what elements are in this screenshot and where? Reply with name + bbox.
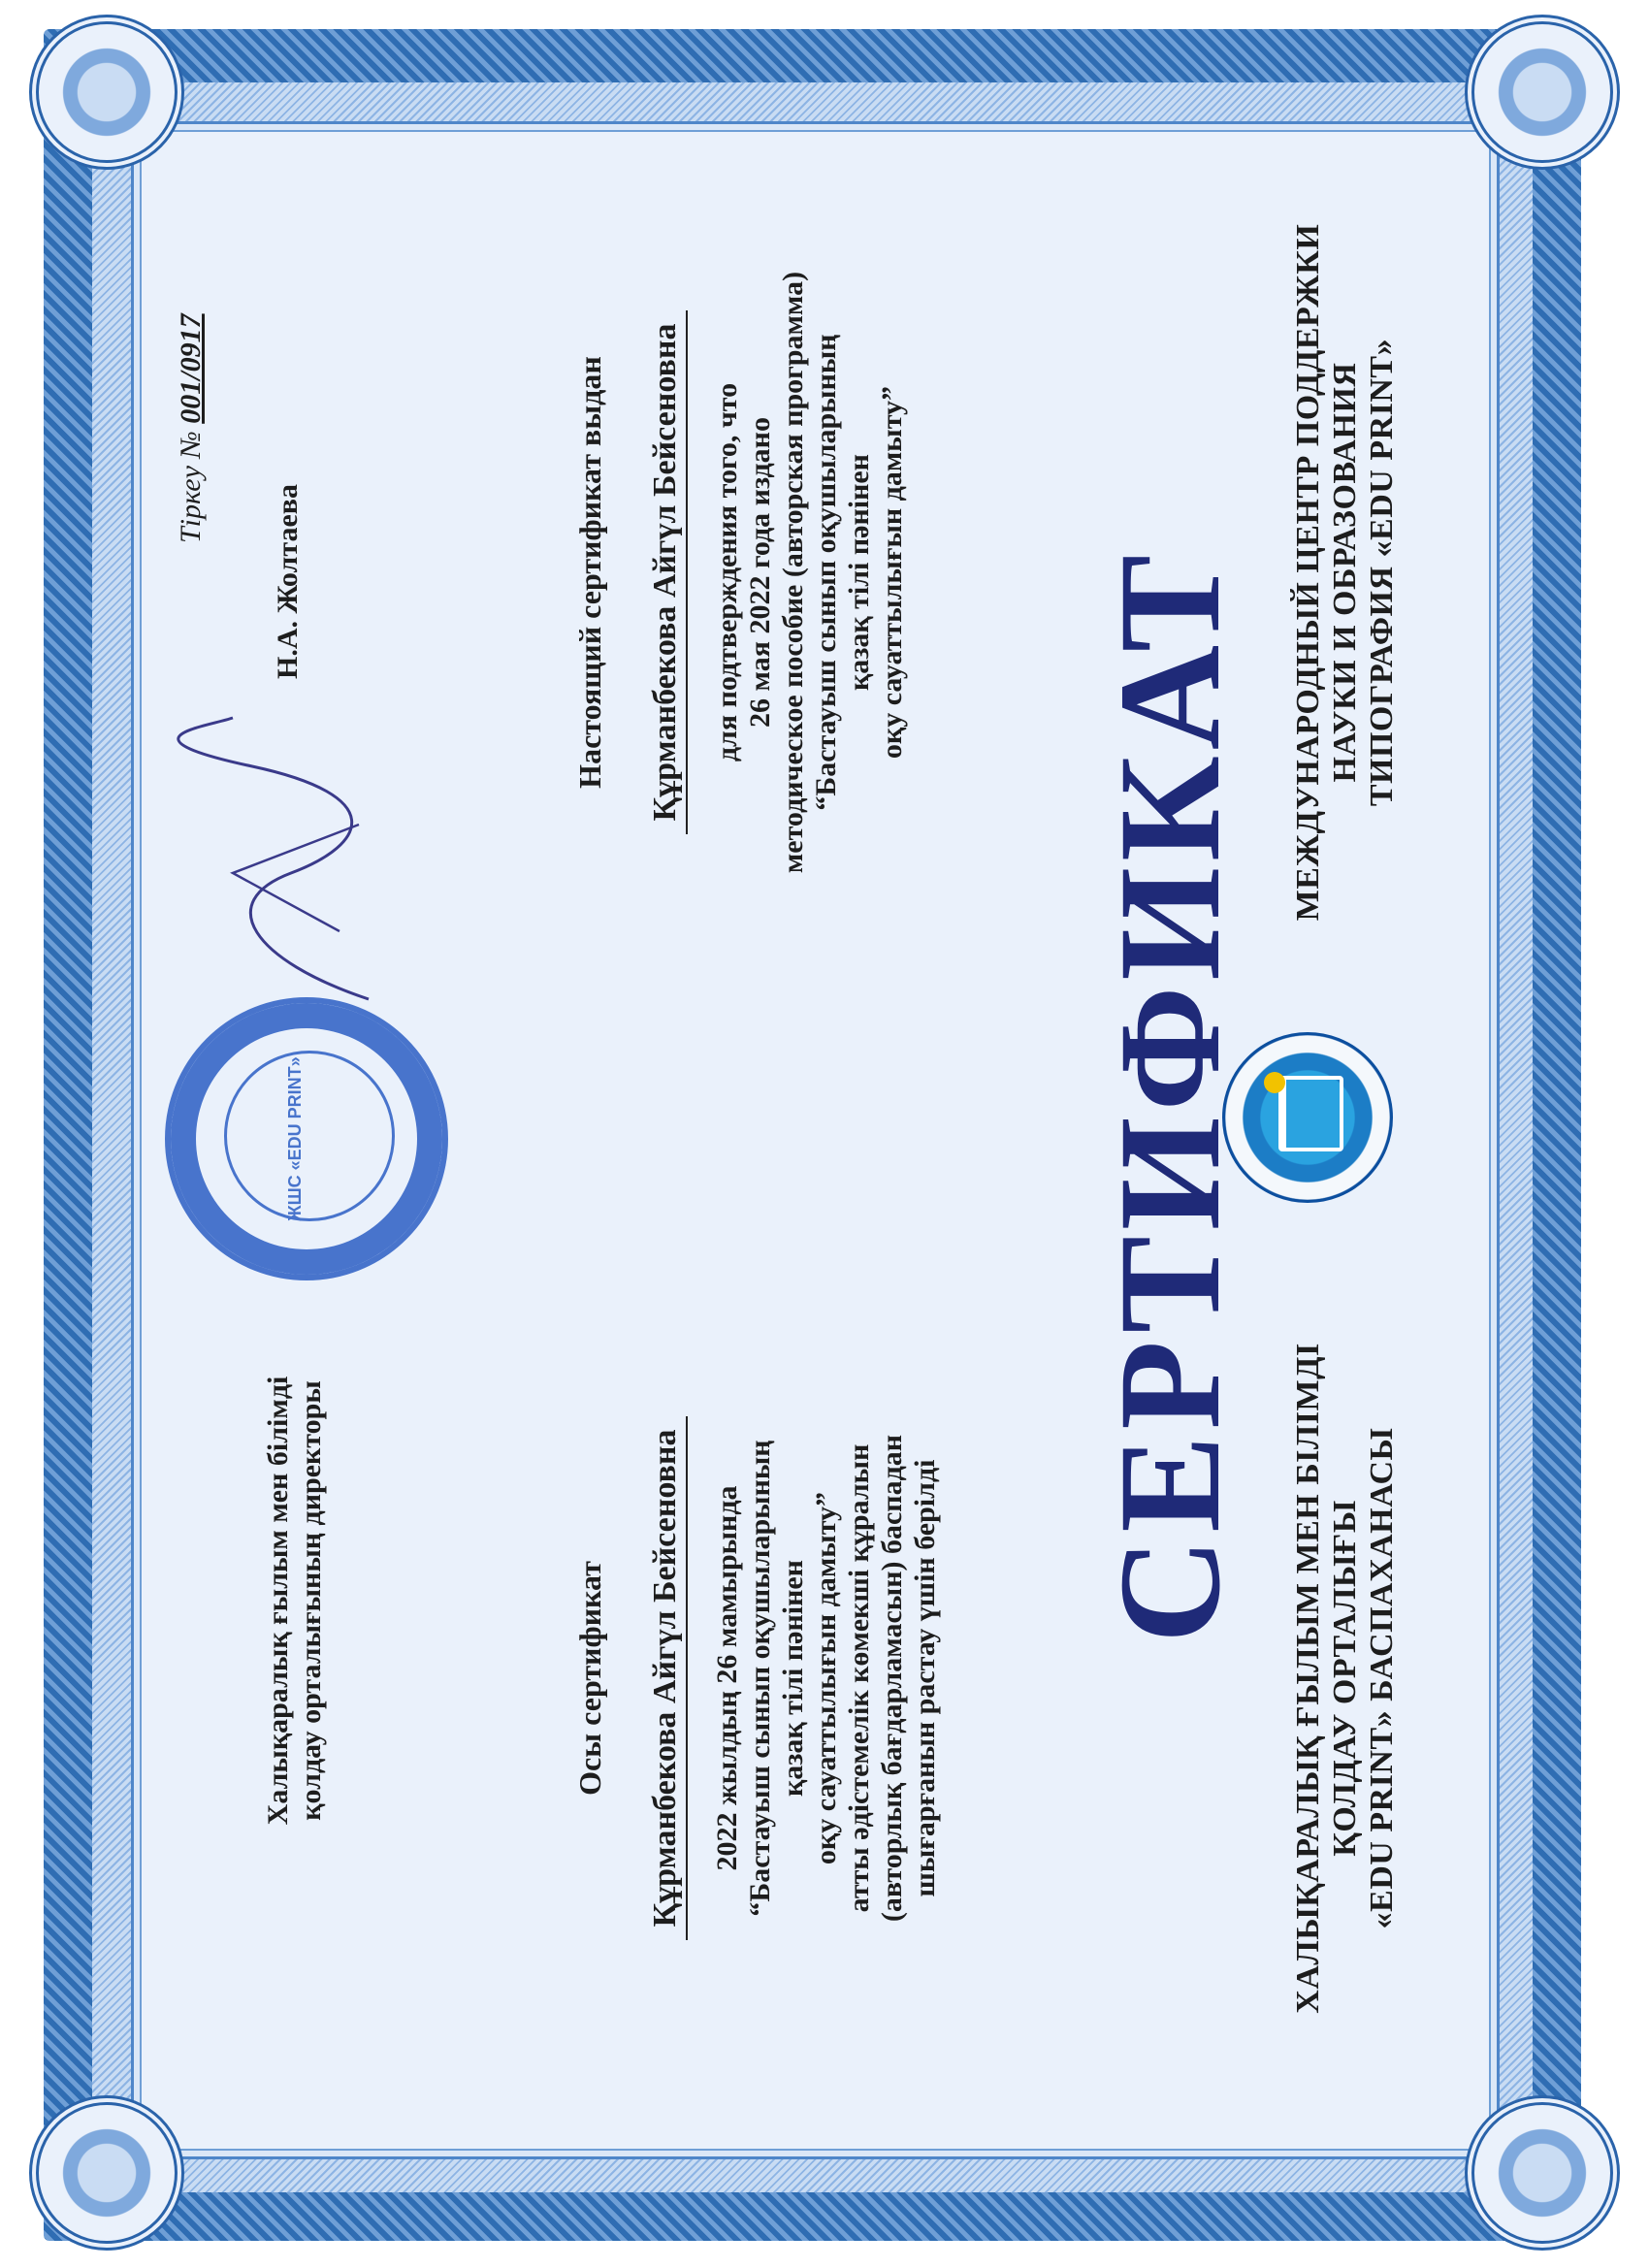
stamp-text: ЖШС «EDU PRINT» <box>285 1056 305 1221</box>
corner-ornament <box>1465 2095 1620 2251</box>
statement-ru-line: для подтверждения того, что <box>711 382 743 762</box>
intro-kz: Осы сертификат <box>572 1561 607 1796</box>
body-kazakh <box>572 1280 942 2076</box>
header-ru-line: МЕЖДУНАРОДНЫЙ ЦЕНТР ПОДДЕРЖКИ <box>1290 223 1326 922</box>
registration-number <box>175 313 208 543</box>
header-ru-line: ТИПОГРАФИЯ «EDU PRINT» <box>1364 338 1400 807</box>
statement-kz-line: оқу сауаттылығын дамыту” <box>810 1491 842 1865</box>
signer-title-line: қолдау орталығының директоры <box>295 1380 327 1821</box>
statement-ru-line: 26 мая 2022 года издано <box>744 417 776 728</box>
statement-kz-line: шығарғанын растау үшін берілді <box>909 1459 941 1897</box>
corner-ornament <box>1465 15 1620 170</box>
handwritten-signature <box>175 708 407 1019</box>
statement-ru-line: оқу сауаттылығын дамыту” <box>876 385 908 760</box>
statement-kz-line: атты әдістемелік көмекші құралын <box>843 1443 875 1913</box>
intro-ru: Настоящий сертификат выдан <box>572 356 607 789</box>
statement-kz-line: “Бастауыш сынып оқушыларының <box>744 1440 776 1917</box>
statement-ru <box>711 175 909 970</box>
recipient-name-kz: Құрманбекова Айгүл Бейсеновна <box>647 1416 688 1941</box>
statement-ru-line: “Бастауыш сынып оқушыларының <box>810 334 842 811</box>
statement-kz-line: 2022 жылдың 26 мамырында <box>711 1485 743 1871</box>
stamp-emblem <box>224 1051 395 1221</box>
header-ru-line: НАУКИ И ОБРАЗОВАНИЯ <box>1327 362 1363 783</box>
statement-ru-line: қазақ тілі пәнінен <box>843 454 875 691</box>
body-russian <box>572 175 909 970</box>
statement-ru-line: методическое пособие (авторская программа) <box>777 271 809 874</box>
header-russian <box>1290 175 1401 970</box>
certificate-title: СЕРТИФИКАТ <box>1089 548 1250 1644</box>
header-kz-line: ХАЛЫҚАРАЛЫҚ ҒЫЛЫМ МЕН БІЛІМДІ <box>1290 1343 1326 2014</box>
book-icon <box>1278 1076 1343 1151</box>
signer-title <box>262 1261 328 1940</box>
statement-kz-line: (авторлық бағдарламасын) баспадан <box>876 1434 908 1923</box>
header-kz-line: «EDU PRINT» БАСПАХАНАСЫ <box>1364 1427 1400 1929</box>
certificate-content <box>146 136 1484 2134</box>
signer-name: Н.А. Жолтаева <box>272 484 304 679</box>
official-stamp <box>165 997 448 1280</box>
statement-kz <box>711 1280 942 2076</box>
header-kazakh <box>1290 1280 1401 2076</box>
statement-kz-line: қазақ тілі пәнінен <box>777 1560 809 1797</box>
signer-title-line: Халықаралық ғылым мен білімді <box>262 1376 294 1826</box>
registration-label: Тіркеу № <box>175 431 207 543</box>
sun-icon <box>1264 1072 1285 1093</box>
registration-value: 001/0917 <box>175 313 207 424</box>
recipient-name-ru: Құрманбекова Айгүл Бейсеновна <box>647 310 688 835</box>
header-kz-line: ҚОЛДАУ ОРТАЛЫҒЫ <box>1327 1500 1363 1857</box>
